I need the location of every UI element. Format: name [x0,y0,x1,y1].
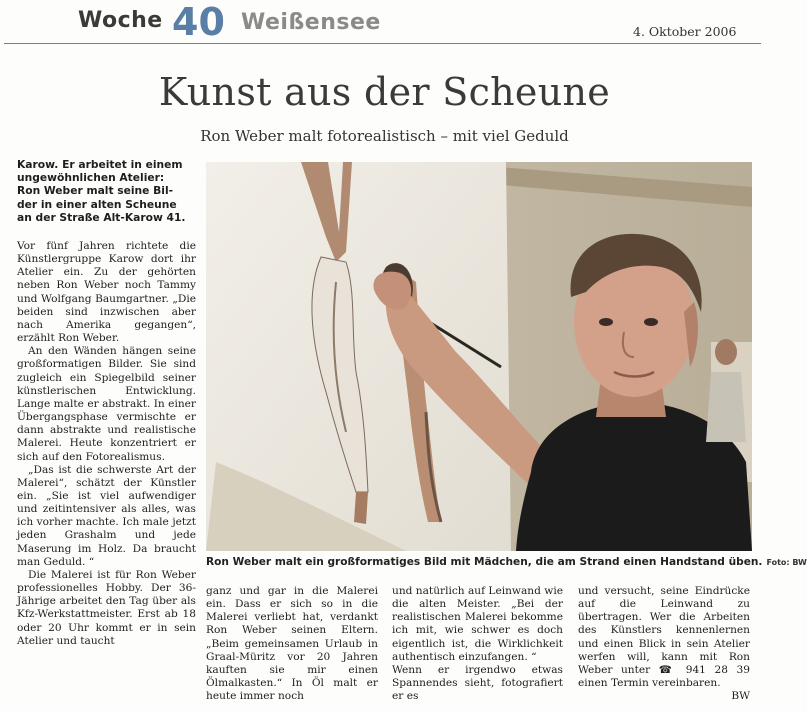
lead-paragraph [17,158,197,224]
issue-number: 40 [172,0,225,44]
article-photo [206,162,752,551]
paragraph: und versucht, seine Eindrücke auf die Leinwand zu übertragen. Wer die Arbeiten des Künstlers kennenlernen und einen Blick in sein Atelier werfen will, kann mit Ron Weber unter ☎ 941 28 39 einen Termin vereinbaren. [578,585,750,690]
photo-credit: Foto: BW [766,558,807,567]
paragraph: An den Wänden hängen seine großformatigen Bilder. Sie sind zugleich ein Spiegelbild seiner künstlerischen Entwicklung. Lange malte er abstrakt. In einer Übergangsphase vermischte er dann abstrakte und realistische Malerei. Heute konzentriert er sich auf den Fotorealismus. [17,345,196,463]
header-rule [4,43,761,44]
text-column-2 [206,585,378,703]
caption-text: Ron Weber malt ein großformatiges Bild mit Mädchen, die am Strand einen Handstand üben. [206,556,763,568]
lead-line: an der Straße Alt-Karow 41. [17,210,186,224]
text-column-3 [392,585,563,703]
section-label: Woche [78,8,163,33]
paragraph: „Das ist die schwerste Art der Malerei“, schätzt der Künstler ein. „Sie ist viel aufwendiger und zeitintensiver als alles, was ich vorher machte. Ich male jetzt jeden Grashalm und jede Maserung im Holz. Da braucht man Geduld. “ [17,463,196,568]
lead-line: ungewöhnlichen Atelier: [17,171,165,185]
lead-line: Karow. Er arbeitet in einem [17,158,183,171]
photo-caption [206,556,807,568]
paragraph: Vor fünf Jahren richtete die Künstlergruppe Karow dort ihr Atelier ein. Zu der gehörten neben Ron Weber noch Tammy und Wolfgang Baumgartner. „Die beiden sind inzwischen aber nach Amerika gegangen“, erzählt Ron Weber. [17,240,196,345]
text-column-4 [578,585,750,703]
text-column-1 [17,240,196,648]
paragraph: Die Malerei ist für Ron Weber professionelles Hobby. Der 36-Jährige arbeitet den Tag über als Kfz-Werkstattmeister. Erst ab 18 oder 20 Uhr kommt er in sein Atelier und taucht [17,568,196,647]
paragraph: Wenn er irgendwo etwas Spannendes sieht, fotografiert er es [392,663,563,703]
paragraph: ganz und gar in die Malerei ein. Dass er sich so in die Malerei verliebt hat, verdankt Ron Weber seinen Eltern. „Beim gemeinsamen Urlaub in Graal-Müritz vor 20 Jahren kauften sie mir einen Ölmalkasten.“ In Öl malt er heute immer noch [206,585,378,703]
paragraph: und natürlich auf Leinwand wie die alten Meister. „Bei der realistischen Malerei bekomme ich mit, wie schwer es doch eigentlich ist, die Wirklichkeit authentisch einzufangen. “ [392,585,564,663]
lead-line: Ron Weber malt seine Bil- [17,184,174,198]
issue-date: 4. Oktober 2006 [633,24,737,39]
headline: Kunst aus der Scheune [158,70,611,114]
subheadline: Ron Weber malt fotorealistisch – mit viel Geduld [200,127,569,145]
author-signature: BW [731,690,750,703]
painter-photo-illustration [206,162,752,551]
region-label: Weißensee [241,10,381,35]
lead-line: der in einer alten Scheune [17,197,177,211]
